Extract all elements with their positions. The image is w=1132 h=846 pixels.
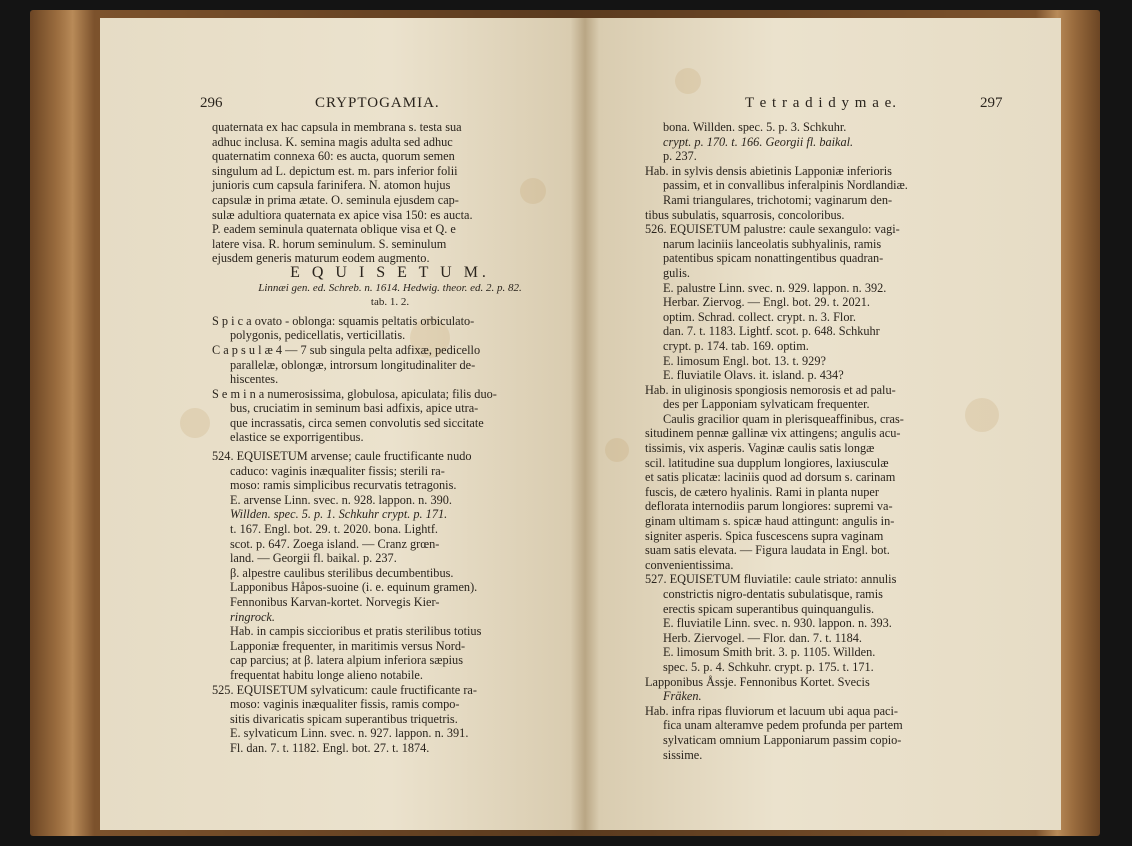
text-line: P. eadem seminula quaternata oblique visa et Q. e: [212, 222, 456, 237]
right-page: [585, 18, 1061, 830]
species-526: Caulis gracilior quam in plerisqueaffinibus, cras-: [663, 411, 904, 426]
text-line: quaternata ex hac capsula in membrana s. testa sua: [212, 120, 462, 134]
species-527: E. limosum Smith brit. 3. p. 1105. Willden.: [663, 645, 876, 660]
text-line: passim, et in convallibus inferalpinis Nordlandiæ.: [663, 178, 908, 193]
species-524: ringrock.: [230, 609, 275, 624]
species-524: frequentat habitu longe alieno notabile.: [230, 667, 423, 682]
text-line: bona. Willden. spec. 5. p. 3. Schkuhr.: [663, 120, 847, 134]
species-527: 527. EQUISETUM fluviatile: caule striato: annulis: [645, 572, 897, 587]
species-526: et satis plicatæ: laciniis quod ad dorsum s. carinam: [645, 470, 896, 485]
species-527: Fräken.: [663, 689, 702, 704]
species-526: crypt. p. 174. tab. 169. optim.: [663, 338, 809, 353]
text-line: tibus subulatis, squarrosis, concoloribus.: [645, 207, 845, 222]
species-524: E. arvense Linn. svec. n. 928. lappon. n. 390.: [230, 492, 452, 507]
semina-description: elastice se exporrigentibus.: [230, 430, 364, 445]
species-526: optim. Schrad. collect. crypt. n. 3. Flor.: [663, 309, 856, 324]
species-526: gulis.: [663, 265, 690, 280]
text-line: singulum ad L. depictum est. m. pars inferior folii: [212, 163, 458, 178]
species-527: E. fluviatile Linn. svec. n. 930. lappon. n. 393.: [663, 616, 892, 631]
species-526: deflorata internodiis parum longiores: supremi va-: [645, 499, 893, 514]
species-526: tissimis, vix asperis. Vaginæ caulis satis longæ: [645, 441, 875, 456]
text-line: capsulæ in prima ætate. O. seminula ejusdem cap-: [212, 192, 459, 207]
species-524: Lapponibus Håpos-suoine (i. e. equinum gramen).: [230, 580, 478, 595]
species-524: Willden. spec. 5. p. 1. Schkuhr crypt. p. 171.: [230, 507, 448, 522]
species-526: convenientissima.: [645, 557, 734, 572]
species-526: signiter asperis. Spica fuscescens supra vaginam: [645, 528, 884, 543]
species-527: spec. 5. p. 4. Schkuhr. crypt. p. 175. t. 171.: [663, 659, 874, 674]
genus-reference: Linnæi gen. ed. Schreb. n. 1614. Hedwig. theor. ed. 2. p. 82.: [258, 281, 522, 294]
species-526: scil. latitudine sua dupplum longiores, laxiusculæ: [645, 455, 889, 470]
species-524: moso: ramis simplicibus recurvatis tetragonis.: [230, 478, 457, 493]
semina-description: bus, cruciatim in seminum basi adfixis, apice utra-: [230, 401, 479, 416]
genus-title: E Q U I S E T U M.: [290, 263, 490, 281]
capsulae-description: parallelæ, oblongæ, introrsum longitudinaliter de-: [230, 357, 476, 372]
species-527: sissime.: [663, 747, 703, 762]
species-526: Herbar. Ziervog. — Engl. bot. 29. t. 2021.: [663, 295, 870, 310]
running-head: CRYPTOGAMIA.: [315, 95, 440, 111]
species-524: scot. p. 647. Zoega island. — Cranz grœn-: [230, 536, 440, 551]
text-line: quaternatim connexa 60: es aucta, quorum semen: [212, 149, 455, 164]
species-524: β. alpestre caulibus sterilibus decumbentibus.: [230, 565, 454, 580]
spica-description: S p i c a ovato - oblonga: squamis peltatis orbiculato-: [212, 313, 475, 328]
text-line: p. 237.: [663, 149, 697, 164]
text-line: adhuc inclusa. K. semina magis adulta sed adhuc: [212, 134, 453, 149]
species-526: E. fluviatile Olavs. it. island. p. 434?: [663, 368, 844, 383]
species-527: Herb. Ziervogel. — Flor. dan. 7. t. 1184.: [663, 630, 862, 645]
open-book: [30, 10, 1100, 836]
species-526: 526. EQUISETUM palustre: caule sexangulo: vagi-: [645, 222, 900, 237]
species-526: suam satis elevata. — Figura laudata in Engl. bot.: [645, 543, 890, 558]
left-page: [100, 18, 585, 830]
species-527: erectis spicam superantibus quinquangulis.: [663, 601, 875, 616]
species-527: fica unam alteramve pedem profunda per partem: [663, 718, 903, 733]
page-number: 296: [200, 95, 223, 111]
species-526: patentibus spicam nonattingentibus quadran-: [663, 251, 884, 266]
species-524: land. — Georgii fl. baikal. p. 237.: [230, 551, 397, 566]
species-524: Fennonibus Karvan-kortet. Norvegis Kier-: [230, 595, 440, 609]
species-527: Lapponibus Åssje. Fennonibus Kortet. Svecis: [645, 674, 870, 689]
species-525: E. sylvaticum Linn. svec. n. 927. lappon. n. 391.: [230, 726, 469, 741]
species-527: sylvaticam omnium Lapponiarum passim copio-: [663, 732, 902, 747]
species-526: dan. 7. t. 1183. Lightf. scot. p. 648. Schkuhr: [663, 324, 880, 339]
right-body: [645, 120, 1005, 762]
semina-description: S e m i n a numerosissima, globulosa, apiculata; filis duo-: [212, 386, 497, 401]
species-524: caduco: vaginis inæqualiter fissis; sterili ra-: [230, 463, 445, 478]
text-line: ejusdem generis maturum eodem augmento.: [212, 251, 430, 266]
species-525: sitis divaricatis spicam superantibus triquetris.: [230, 711, 458, 726]
text-line: sulæ adultiora quaternata ex apice visa 150: es aucta.: [212, 207, 473, 222]
species-526: Hab. in uliginosis spongiosis nemorosis et ad palu-: [645, 382, 896, 397]
capsulae-description: hiscentes.: [230, 372, 279, 387]
text-line: latere visa. R. horum seminulum. S. seminulum: [212, 236, 447, 251]
page-number: 297: [980, 95, 1003, 111]
species-526: narum laciniis lanceolatis subhyalinis, ramis: [663, 236, 882, 251]
text-line: crypt. p. 170. t. 166. Georgii fl. baikal.: [663, 134, 854, 149]
species-526: E. palustre Linn. svec. n. 929. lappon. n. 392.: [663, 280, 887, 295]
species-525: Fl. dan. 7. t. 1182. Engl. bot. 27. t. 1874.: [230, 740, 430, 755]
running-head: T e t r a d i d y m a e.: [745, 95, 898, 111]
species-527: Hab. infra ripas fluviorum et lacuum ubi aqua paci-: [645, 703, 899, 718]
species-526: E. limosum Engl. bot. 13. t. 929?: [663, 353, 826, 368]
species-526: ginam ultimam s. spicæ haud attingunt: angulis in-: [645, 514, 895, 529]
species-524: Lapponiæ frequenter, in maritimis versus Nord-: [230, 638, 466, 653]
semina-description: que incrassatis, circa semen convolutis sed siccitate: [230, 415, 484, 430]
species-526: fuscis, de cætero hyalinis. Rami in planta nuper: [645, 484, 879, 499]
text-line: junioris cum capsula farinifera. N. atomon hujus: [212, 178, 451, 193]
species-525: moso: vaginis inæqualiter fissis, ramis compo-: [230, 697, 460, 712]
text-line: Hab. in sylvis densis abietinis Lapponiæ inferioris: [645, 163, 892, 178]
species-524: 524. EQUISETUM arvense; caule fructificante nudo: [212, 449, 472, 464]
capsulae-description: C a p s u l æ 4 — 7 sub singula pelta adfixæ, pedicello: [212, 342, 481, 357]
species-526: situdinem pennæ gallinæ vix attingens; angulis acu-: [645, 426, 901, 441]
species-526: des per Lapponiam sylvaticam frequenter.: [663, 397, 870, 412]
species-524: cap parcius; at β. latera alpium inferiora sæpius: [230, 653, 463, 668]
species-524: Hab. in campis siccioribus et pratis sterilibus totius: [230, 624, 482, 639]
genus-reference: tab. 1. 2.: [370, 296, 410, 309]
species-524: t. 167. Engl. bot. 29. t. 2020. bona. Lightf.: [230, 522, 439, 537]
spica-description: polygonis, pedicellatis, verticillatis.: [230, 328, 406, 343]
left-body: [212, 120, 568, 756]
text-line: Rami triangulares, trichotomi; vaginarum den-: [663, 192, 893, 207]
species-527: constrictis nigro-dentatis subulatisque, ramis: [663, 587, 883, 601]
species-525: 525. EQUISETUM sylvaticum: caule fructificante ra-: [212, 682, 477, 697]
